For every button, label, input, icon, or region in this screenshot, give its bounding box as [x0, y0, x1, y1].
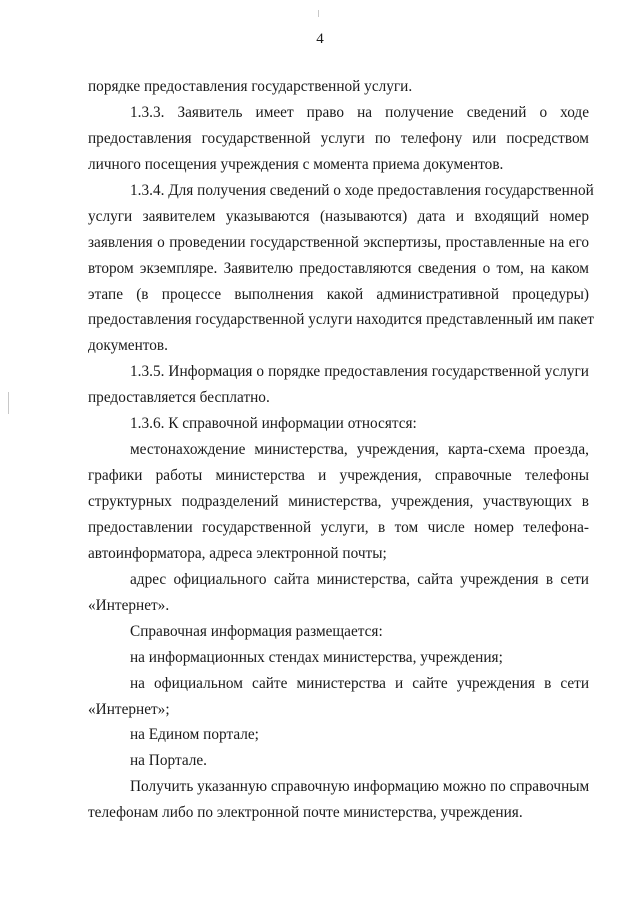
text-line: «Интернет»;: [88, 700, 170, 718]
text-line: этапе (в процессе выполнения какой административной процедуры): [88, 285, 589, 303]
text-line: телефонам либо по электронной почте министерства, учреждения.: [88, 804, 523, 822]
text-line: личного посещения учреждения с момента приема документов.: [88, 155, 504, 173]
text-line: 1.3.6. К справочной информации относятся:: [130, 415, 417, 433]
text-line: структурных подразделений министерства, учреждения, участвующих в: [88, 493, 589, 510]
text-line: предоставляется бесплатно.: [88, 389, 270, 407]
text-line: предоставлении государственной услуги, в том числе номер телефона-: [88, 518, 589, 536]
text-line: на информационных стендах министерства, учреждения;: [130, 648, 503, 666]
body-text: [88, 74, 594, 826]
text-line: 1.3.3. Заявитель имеет право на получение сведений о ходе: [130, 103, 589, 121]
text-line: 1.3.4. Для получения сведений о ходе предоставления государственной: [130, 181, 594, 199]
text-line: заявления о проведении государственной экспертизы, проставленные на его: [88, 233, 589, 251]
text-line: адрес официального сайта министерства, сайта учреждения в сети: [130, 570, 589, 588]
text-line: местонахождение министерства, учреждения, карта-схема проезда,: [130, 441, 589, 459]
text-line: предоставления государственной услуги по телефону или посредством: [88, 129, 589, 147]
text-line: Получить указанную справочную информацию можно по справочным: [130, 778, 590, 796]
text-line: предоставления государственной услуги находится представленный им пакет: [88, 311, 594, 329]
text-line: Справочная информация размещается:: [130, 622, 383, 640]
text-line: втором экземпляре. Заявителю предоставляются сведения о том, на каком: [88, 259, 589, 277]
text-line: порядке предоставления государственной услуги.: [88, 78, 413, 95]
text-line: на Едином портале;: [130, 726, 259, 744]
text-line: документов.: [88, 337, 168, 355]
text-line: услуги заявителем указываются (называются) дата и входящий номер: [88, 207, 589, 225]
text-line: 1.3.5. Информация о порядке предоставления государственной услуги: [130, 363, 589, 381]
text-line: на Портале.: [130, 752, 207, 770]
scan-mark: [318, 10, 319, 17]
text-line: на официальном сайте министерства и сайте учреждения в сети: [130, 674, 589, 692]
text-line: «Интернет».: [88, 596, 170, 614]
text-line: автоинформатора, адреса электронной почты;: [88, 544, 387, 562]
scan-mark: [8, 392, 9, 414]
page-number: 4: [316, 31, 324, 47]
text-line: графики работы министерства и учреждения, справочные телефоны: [88, 467, 589, 485]
